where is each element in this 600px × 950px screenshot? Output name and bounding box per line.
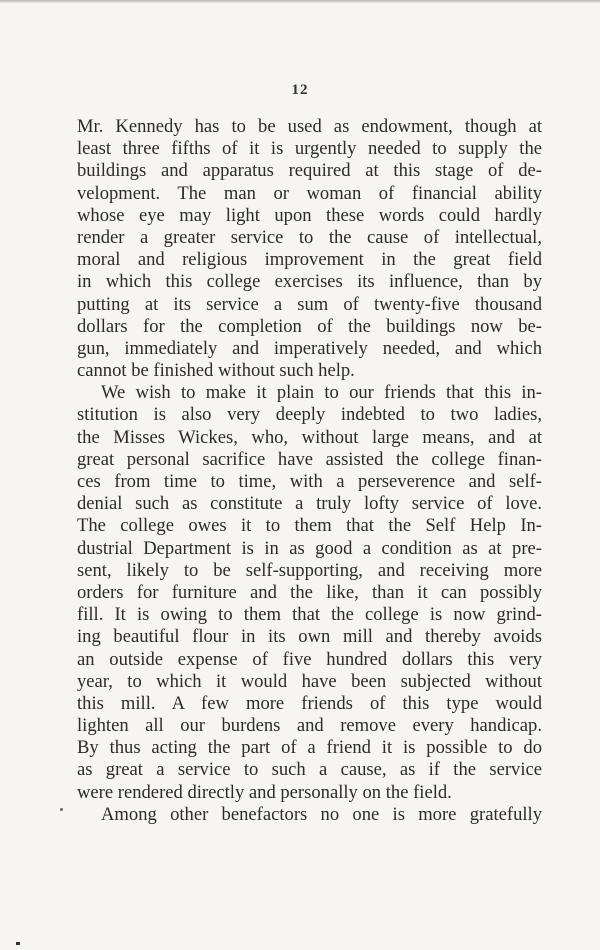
text-line: The college owes it to them that the Self Help In- xyxy=(77,515,542,537)
text-line: gun, immediately and imperatively needed, and which xyxy=(77,337,542,359)
text-line: lighten all our burdens and remove every handicap. xyxy=(77,715,542,737)
text-line: sent, likely to be self-supporting, and receiving more xyxy=(77,559,542,581)
paragraph-3 xyxy=(77,804,542,826)
paragraph-2 xyxy=(77,382,542,804)
scan-speck xyxy=(16,942,20,945)
text-line: were rendered directly and personally on the field. xyxy=(77,781,452,803)
text-line: render a greater service to the cause of intellectual, xyxy=(77,226,542,248)
margin-speck xyxy=(60,808,63,811)
text-line: the Misses Wickes, who, without large means, and at xyxy=(77,426,542,448)
text-line: ces from time to time, with a perseverence and self- xyxy=(77,471,542,492)
text-line: Mr. Kennedy has to be used as endowment, though at xyxy=(77,116,542,137)
text-line: as great a service to such a cause, as if the service xyxy=(77,759,542,781)
text-line: whose eye may light upon these words could hardly xyxy=(77,204,542,226)
text-line: fill. It is owing to them that the college is now grind- xyxy=(77,604,542,626)
text-line: cannot be finished without such help. xyxy=(77,360,355,382)
text-line: year, to which it would have been subjected without xyxy=(77,670,542,692)
body-text xyxy=(77,116,542,826)
text-line: ing beautiful flour in its own mill and thereby avoids xyxy=(77,626,542,648)
paragraph-1 xyxy=(77,116,542,382)
text-line: moral and religious improvement in the great field xyxy=(77,249,542,271)
text-line: dollars for the completion of the buildings now be- xyxy=(77,315,542,337)
text-line: denial such as constitute a truly lofty service of love. xyxy=(77,493,542,515)
text-line: least three fifths of it is urgently needed to supply the xyxy=(77,138,542,160)
text-line: By thus acting the part of a friend it is possible to do xyxy=(77,737,542,759)
text-line: Among other benefactors no one is more gratefully xyxy=(101,803,542,825)
text-line: putting at its service a sum of twenty-five thousand xyxy=(77,293,542,315)
text-line: velopment. The man or woman of financial ability xyxy=(77,182,542,204)
text-line: an outside expense of five hundred dollars this very xyxy=(77,648,542,670)
text-line: We wish to make it plain to our friends that this in- xyxy=(101,382,542,404)
text-line: orders for furniture and the like, than it can possibly xyxy=(77,581,542,603)
page-top-edge xyxy=(0,0,600,3)
text-line: great personal sacrifice have assisted the college finan- xyxy=(77,448,542,470)
page-number: 12 xyxy=(291,82,309,98)
text-line: this mill. A few more friends of this type would xyxy=(77,692,542,714)
text-line: stitution is also very deeply indebted to two ladies, xyxy=(77,404,542,426)
text-line: dustrial Department is in as good a condition as at pre- xyxy=(77,537,542,559)
text-line: in which this college exercises its influence, than by xyxy=(77,271,542,293)
text-line: buildings and apparatus required at this stage of de- xyxy=(77,160,542,182)
